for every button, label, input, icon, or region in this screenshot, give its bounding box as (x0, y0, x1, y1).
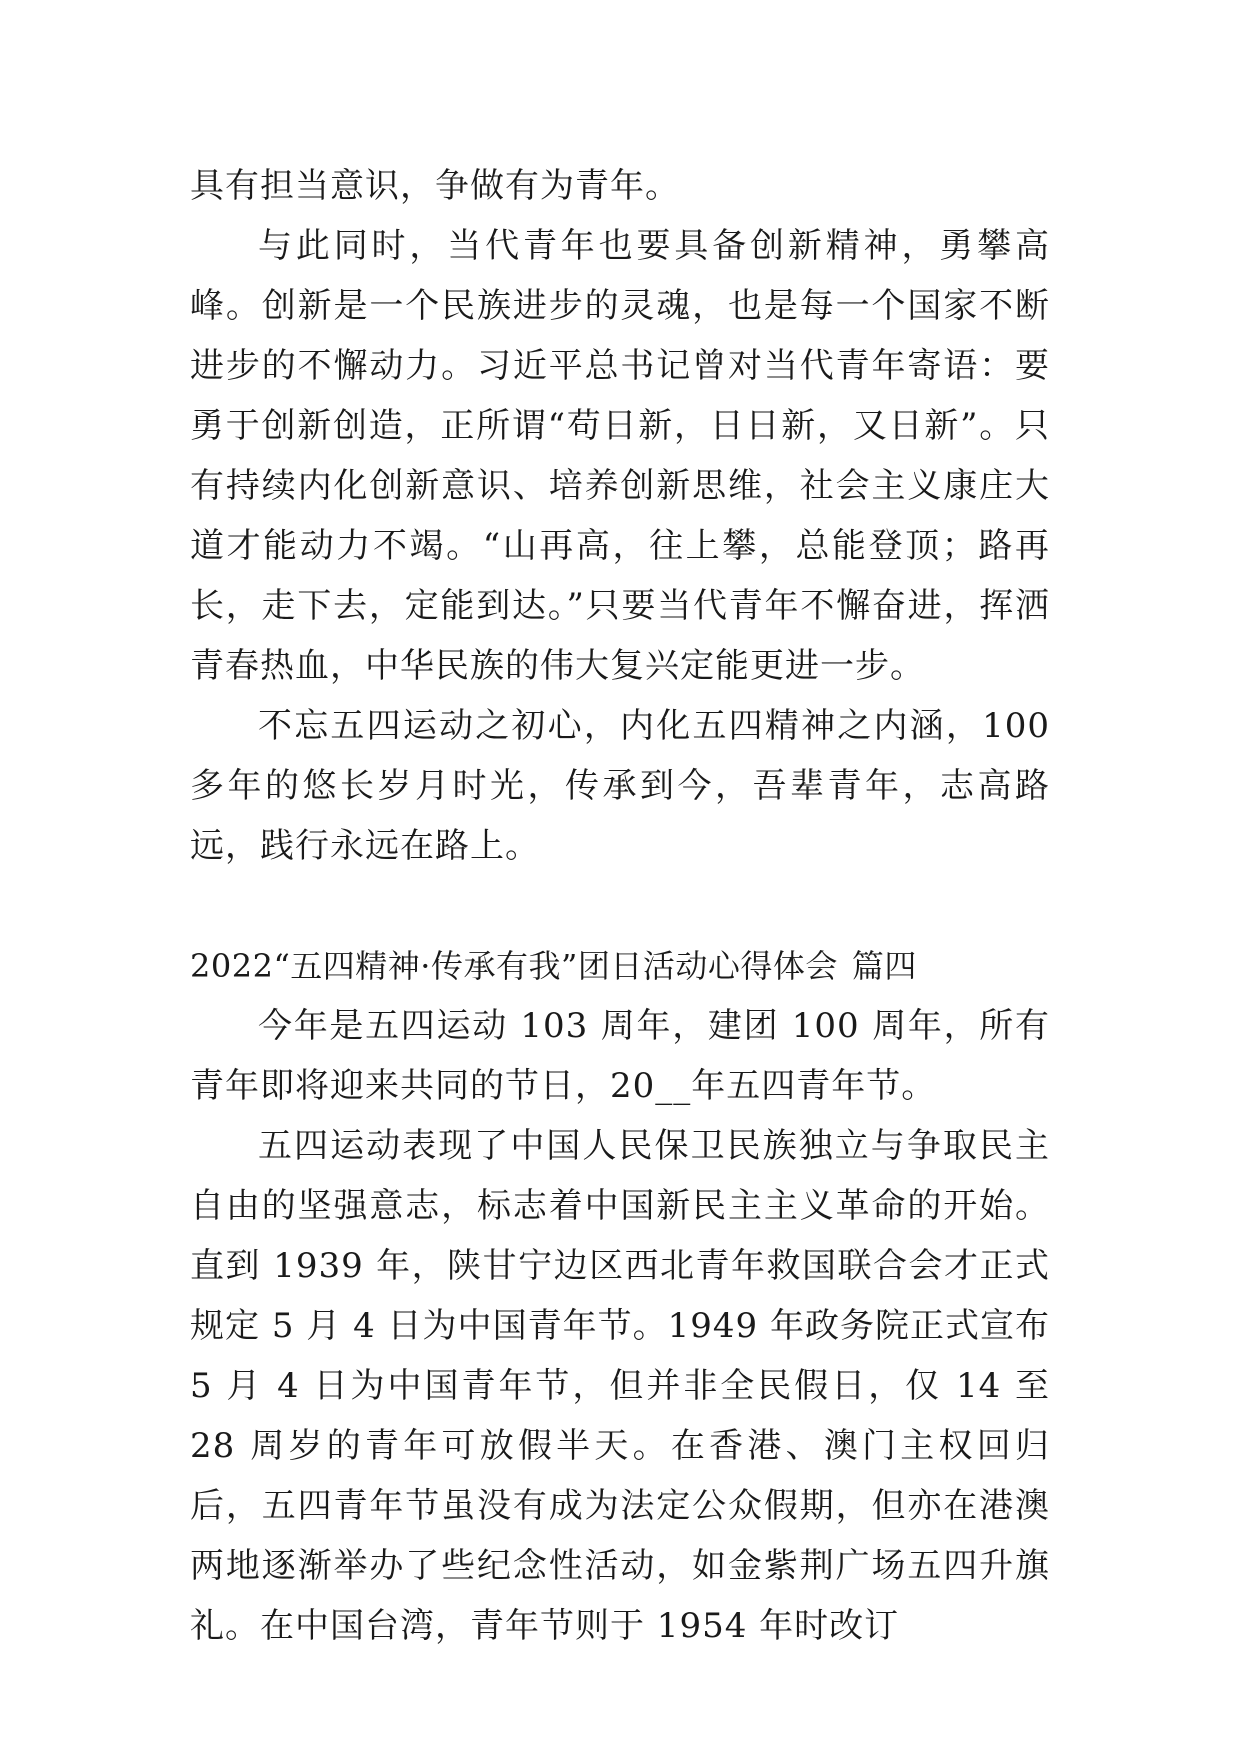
paragraph-history: 五四运动表现了中国人民保卫民族独立与争取民主自由的坚强意志，标志着中国新民主主义革命的开始。直到 1939 年，陕甘宁边区西北青年救国联合会才正式规定 5 月 4 日为中国青年节。1949 年政务院正式宣布 5 月 4 日为中国青年节，但并非全民假日，仅 14 至 28 周岁的青年可放假半天。在香港、澳门主权回归后，五四青年节虽没有成为法定公众假期，但亦在港澳两地逐渐举办了些纪念性活动，如金紫荆广场五四升旗礼。在中国台湾，青年节则于 1954 年时改订 (190, 1126, 1050, 1646)
paragraph-conclusion: 不忘五四运动之初心，内化五四精神之内涵，100 多年的悠长岁月时光，传承到今，吾辈青年，志高路远，践行永远在路上。 (190, 706, 1050, 866)
section-gap (190, 876, 1050, 936)
paragraph-innovation: 与此同时，当代青年也要具备创新精神，勇攀高峰。创新是一个民族进步的灵魂，也是每一个国家不断进步的不懈动力。习近平总书记曾对当代青年寄语：要勇于创新创造，正所谓“苟日新，日日新，又日新”。只有持续内化创新意识、培养创新思维，社会主义康庄大道才能动力不竭。“山再高，往上攀，总能登顶；路再长，走下去，定能到达。”只要当代青年不懈奋进，挥洒青春热血，中华民族的伟大复兴定能更进一步。 (190, 226, 1050, 686)
paragraph-continuation: 具有担当意识，争做有为青年。 (190, 166, 680, 206)
section-label: 篇四 (851, 947, 917, 985)
section-heading (190, 936, 1050, 996)
section-title: 2022“五四精神·传承有我”团日活动心得体会 (190, 947, 838, 985)
document-body (190, 156, 1050, 1656)
paragraph-anniversary: 今年是五四运动 103 周年，建团 100 周年，所有青年即将迎来共同的节日，20__年五四青年节。 (190, 1006, 1050, 1106)
